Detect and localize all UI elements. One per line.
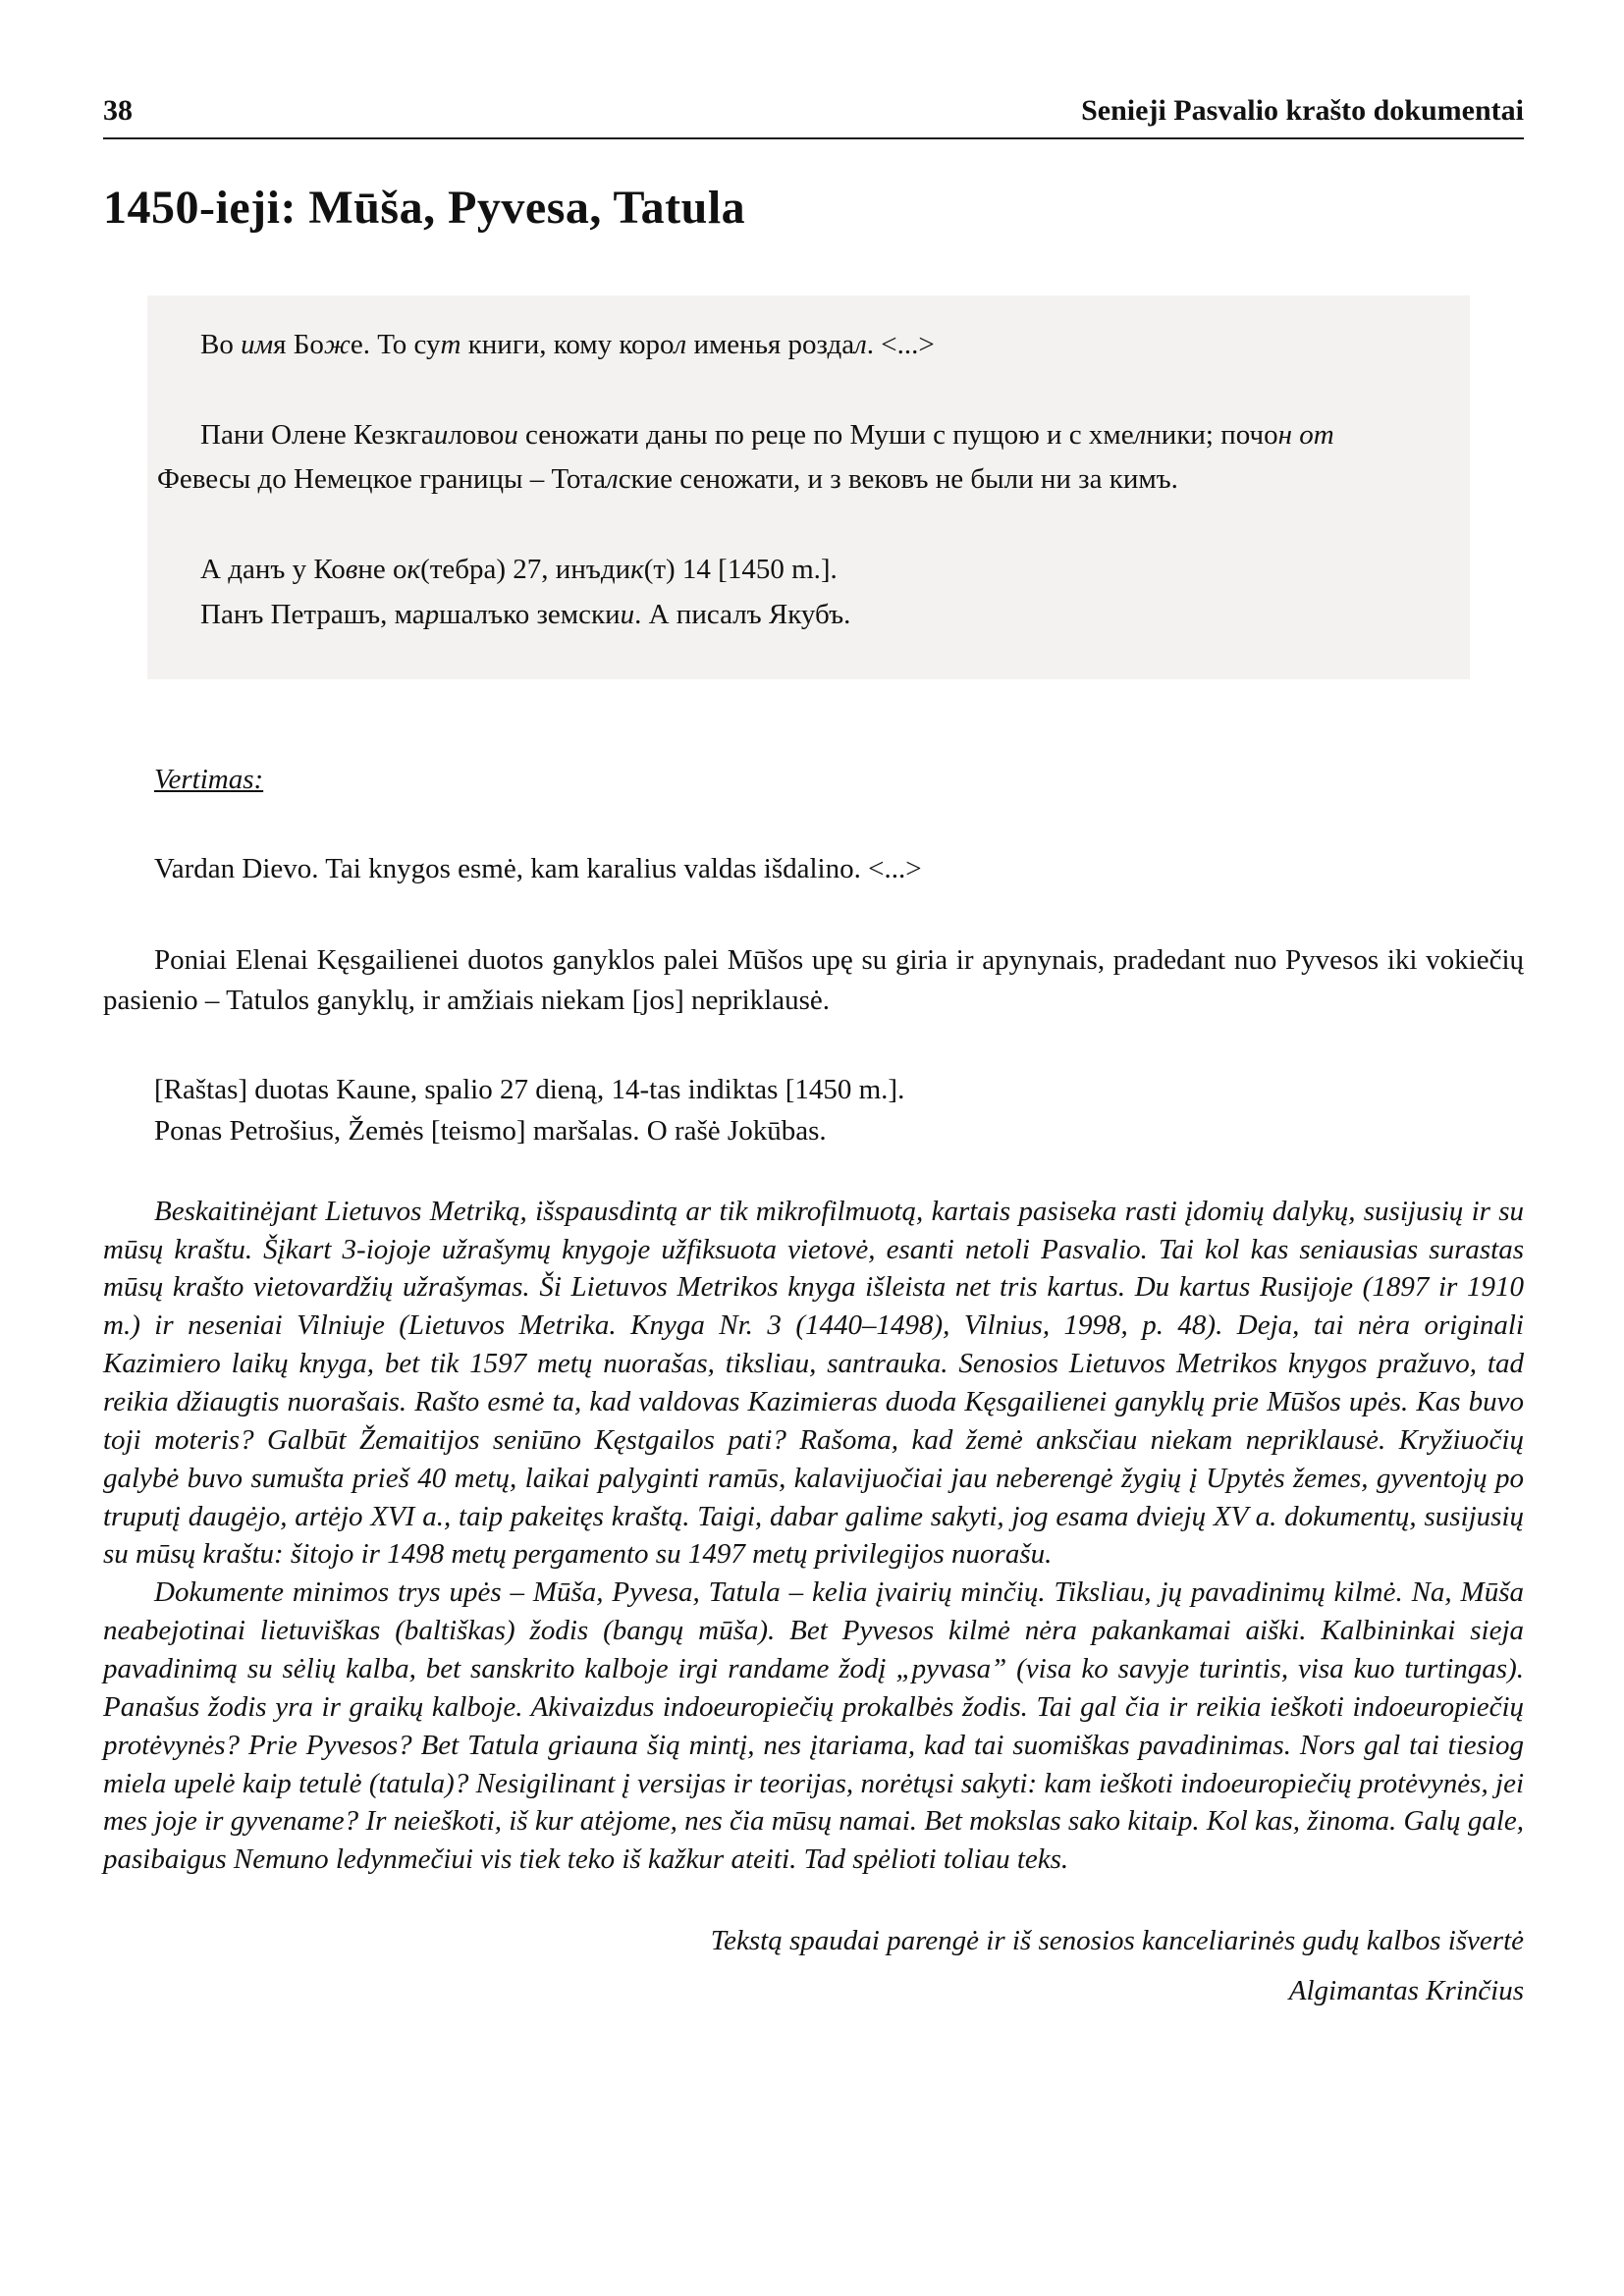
credit-block	[103, 1916, 1524, 2016]
translation-paragraph-3	[103, 1070, 1524, 1150]
translation-label: Vertimas:	[154, 763, 264, 795]
running-header	[103, 96, 1524, 139]
source-text-box	[147, 295, 1470, 679]
source-paragraph-3-line-1: А данъ у Ковне ок(тебра) 27, инъдик(т) 14 [1450 m.].	[200, 554, 838, 586]
article-title: 1450-ieji: Mūša, Pyvesa, Tatula	[103, 182, 746, 234]
translation-section	[103, 849, 1524, 1151]
credit-line-2: Algimantas Krinčius	[1288, 1974, 1524, 2006]
credit-line-1: Tekstą spaudai parengė ir iš senosios kanceliarinės gudų kalbos išvertė	[710, 1925, 1524, 1957]
page-number: 38	[103, 94, 133, 127]
commentary-paragraph-2: Dokumente minimos trys upės – Mūša, Pyvesa, Tatula – kelia įvairių minčių. Tiksliau, jų pavadinimų kilmė. Na, Mūša neabejotinai lietuviškas (baltiškas) žodis (bangų mūša). Bet Pyvesos kilmė nėra pakankamai aiški. Kalbininkai sieja pavadinimą su sėlių kalba, bet sanskrito kalboje irgi randame žodį „pyvasa” (visa ko savyje turintis, visa kuo turtingas). Panašus žodis yra ir graikų kalboje. Akivaizdus indoeuropiečių prokalbės žodis. Tai gal čia ir reikia ieškoti indoeuropiečių protėvynės? Prie Pyvesos? Bet Tatula griauna šią mintį, nes įtariama, kad tai suomiškas pavadinimas. Nors gal tai tiesiog miela upelė kaip tetulė (tatula)? Nesigilinant į versijas ir teorijas, norėtųsi sakyti: kam ieškoti indoeuropiečių protėvynės, jei mes joje ir gyvename? Ir neieškoti, iš kur atėjome, nes čia mūsų namai. Bet mokslas sako kitaip. Kol kas, žinoma. Galų gale, pasibaigus Nemuno ledynmečiui vis tiek teko iš kažkur ateiti. Tad spėlioti toliau teks.	[103, 1576, 1524, 1876]
translation-paragraph-3-line-2: Ponas Petrošius, Žemės [teismo] maršalas. O rašė Jokūbas.	[154, 1114, 827, 1147]
translation-paragraph-2: Poniai Elenai Kęsgailienei duotos ganyklos palei Mūšos upę su giria ir apynynais, pradedant nuo Pyvesos iki vokiečių pasienio – Tatulos ganyklų, ir amžiais niekam [jos] nepriklausė.	[103, 944, 1524, 1017]
translation-paragraph-1: Vardan Dievo. Tai knygos esmė, kam karalius valdas išdalino. <...>	[154, 852, 922, 884]
source-paragraph-1: Во имя Боже. То сут книги, кому корол именья роздал. <...>	[200, 328, 935, 360]
commentary-section	[103, 1193, 1524, 1879]
source-paragraph-3	[157, 548, 1433, 638]
translation-paragraph-3-line-1: [Raštas] duotas Kaune, spalio 27 dieną, 14-tas indiktas [1450 m.].	[154, 1074, 905, 1106]
source-paragraph-3-line-2: Панъ Петрашъ, маршалъко земскии. А писалъ Якубъ.	[200, 599, 851, 631]
running-header-title: Senieji Pasvalio krašto dokumentai	[1081, 94, 1524, 127]
commentary-paragraph-1: Beskaitinėjant Lietuvos Metriką, išspausdintą ar tik mikrofilmuotą, kartais pasiseka rasti įdomių dalykų, susijusių ir su mūsų kraštu. Šįkart 3-iojoje užrašymų knygoje užfiksuota vietovė, esanti netoli Pasvalio. Tai kol kas seniausias surastas mūsų krašto vietovardžių užrašymas. Ši Lietuvos Metrikos knyga išleista net tris kartus. Du kartus Rusijoje (1897 ir 1910 m.) ir neseniai Vilniuje (Lietuvos Metrika. Knyga Nr. 3 (1440–1498), Vilnius, 1998, p. 48). Deja, tai nėra originali Kazimiero laikų knyga, bet tik 1597 metų nuorašas, tiksliau, santrauka. Senosios Lietuvos Metrikos knygos pražuvo, tad reikia džiaugtis nuorašais. Rašto esmė ta, kad valdovas Kazimieras duoda Kęsgailienei ganyklų prie Mūšos upės. Kas buvo toji moteris? Galbūt Žemaitijos seniūno Kęstgailos pati? Rašoma, kad žemė anksčiau niekam nepriklausė. Kryžiuočių galybė buvo sumušta prieš 40 metų, laikai palyginti ramūs, kalavijuočiai jau neberengė žygių į Upytės žemes, gyventojų po truputį daugėjo, artėjo XVI a., taip pakeitęs kraštą. Taigi, dabar galime sakyti, jog esama dviejų XV a. dokumentų, susijusių su mūsų kraštu: šitojo ir 1498 metų pergamento su 1497 metų privilegijos nuorašu.	[103, 1195, 1524, 1571]
source-paragraph-2: Пани Олене Кезкгаиловои сеножати даны по реце по Муши с пущою и с хмелники; почон от Февесы до Немецкое границы – Тоталские сеножати, и з вековъ не были ни за кимъ.	[157, 418, 1334, 496]
